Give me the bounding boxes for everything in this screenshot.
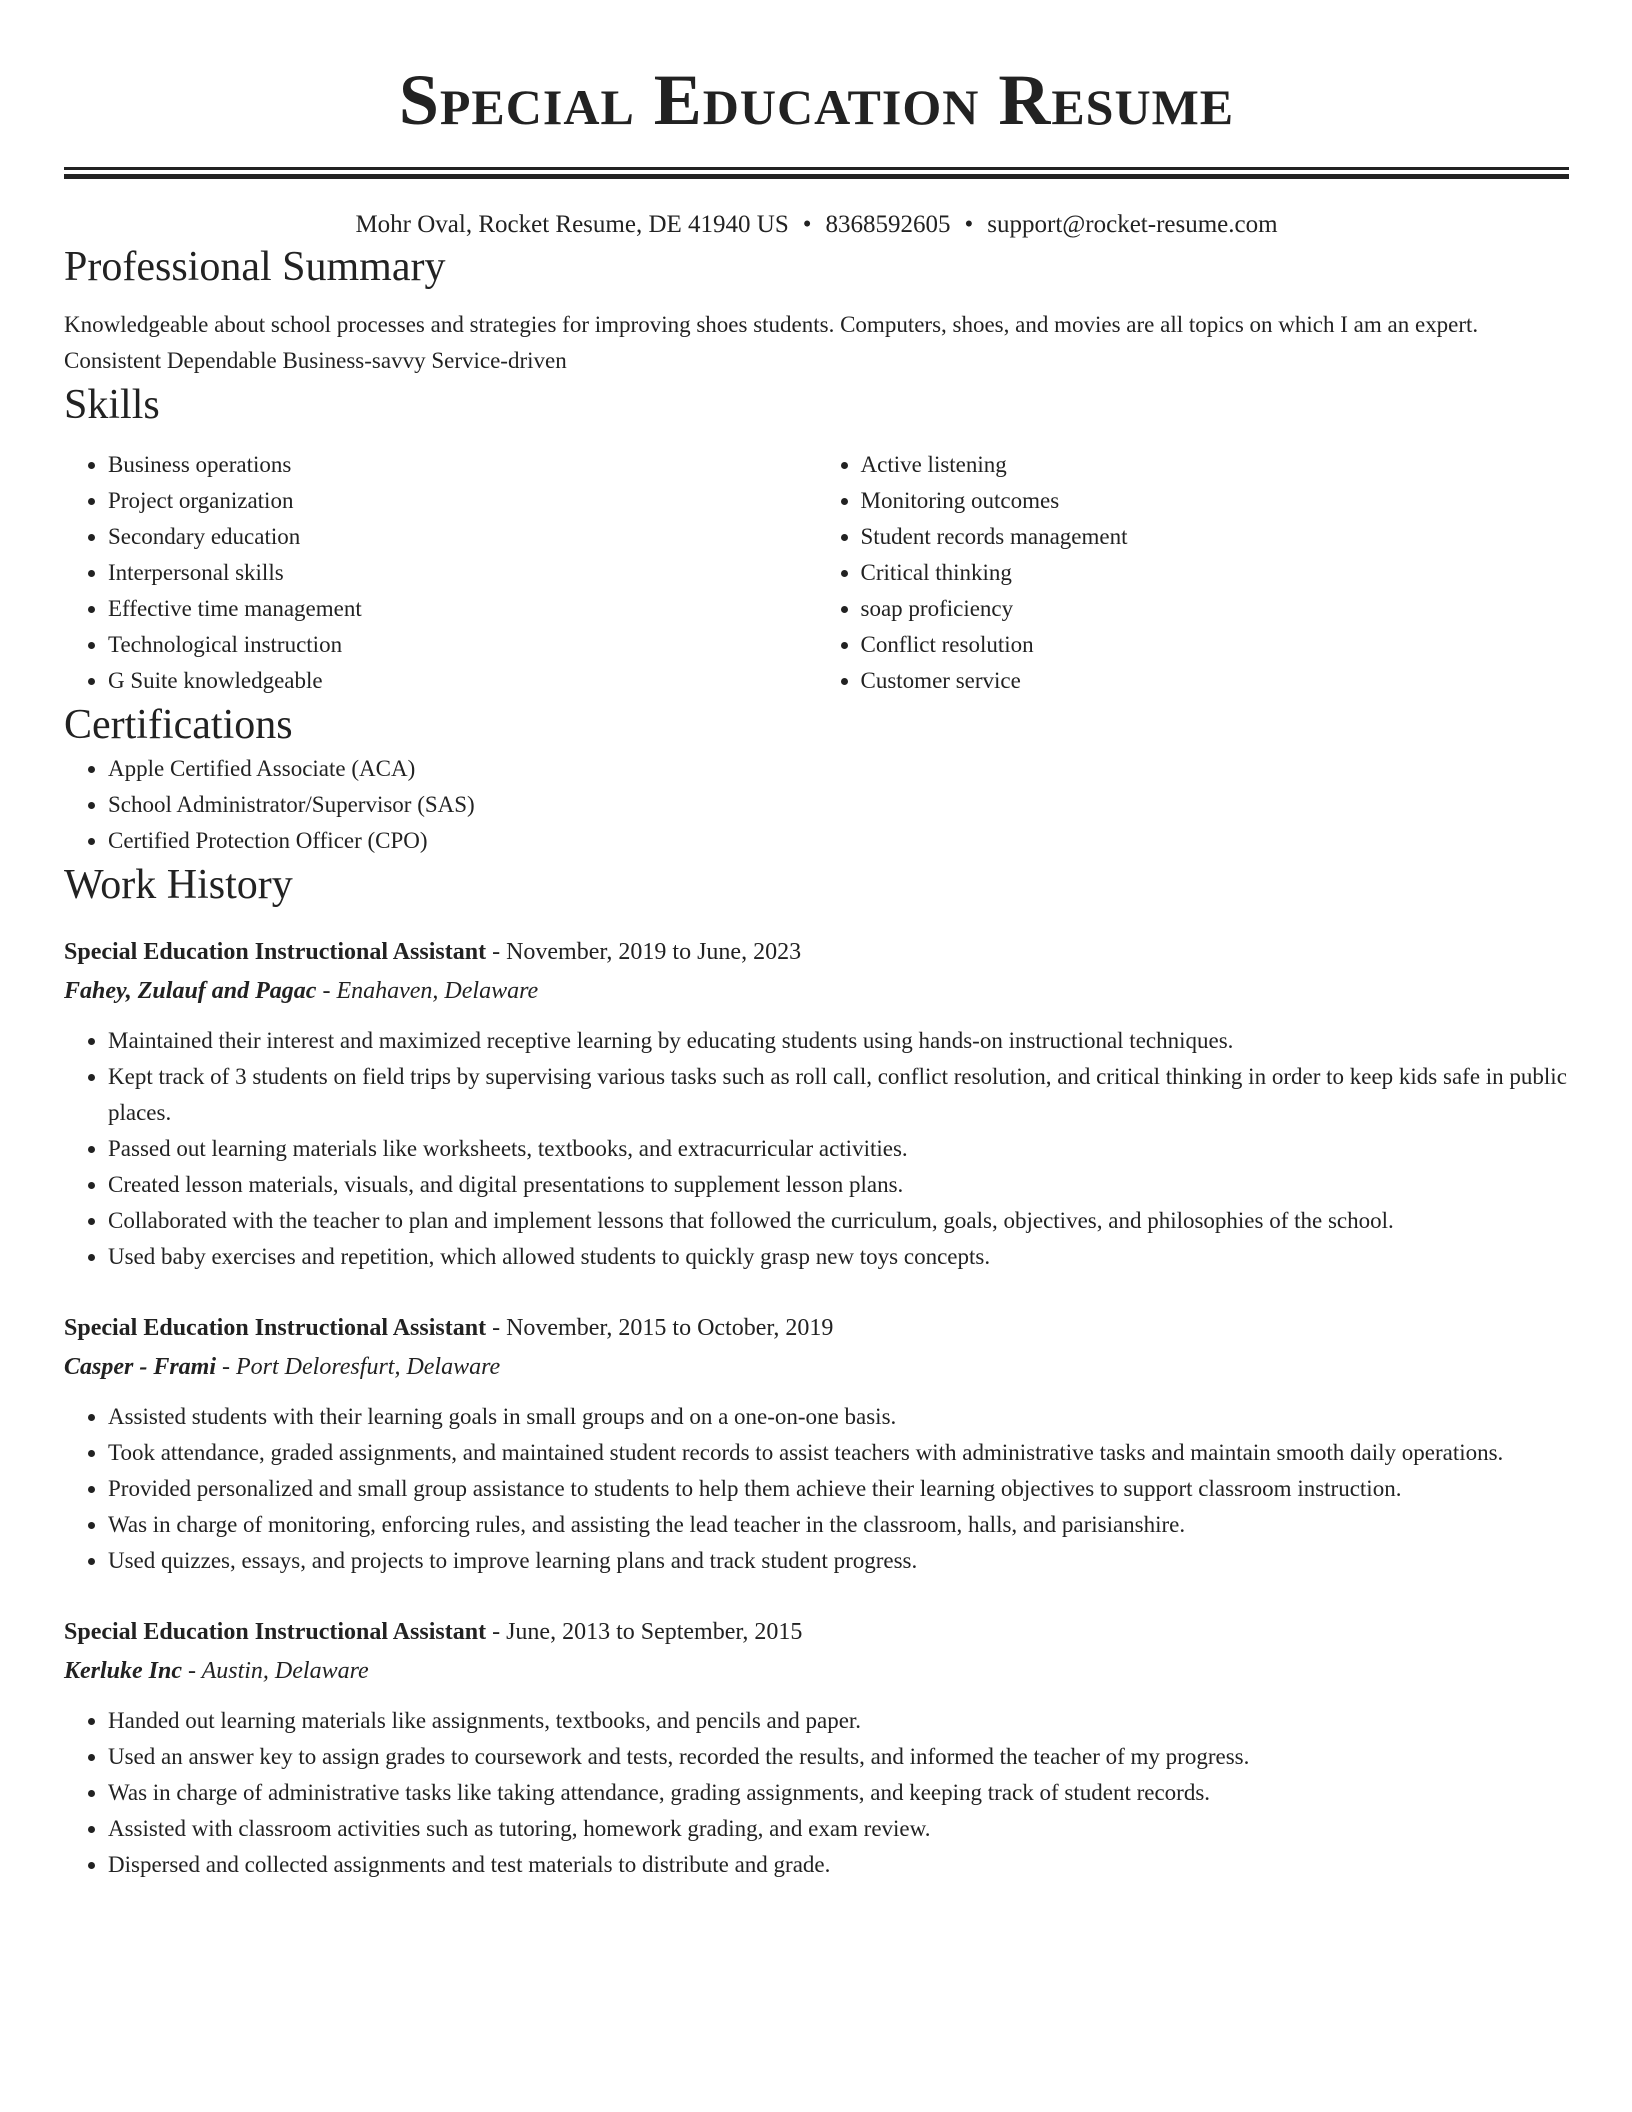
skill-item: • Monitoring outcomes (861, 483, 1570, 519)
certifications-list (64, 751, 1569, 859)
skill-item: • Interpersonal skills (108, 555, 817, 591)
job-duty: • Dispersed and collected assignments and test materials to distribute and grade. (108, 1847, 1569, 1883)
job-duty: • Took attendance, graded assignments, and maintained student records to assist teachers with administrative tasks and maintain smooth daily operations. (108, 1435, 1569, 1471)
skill-item: • Effective time management (108, 591, 817, 627)
job-duty: • Assisted with classroom activities such as tutoring, homework grading, and exam review. (108, 1811, 1569, 1847)
skills-columns (64, 447, 1569, 699)
job-duty: • Collaborated with the teacher to plan and implement lessons that followed the curriculum, goals, objectives, and philosophies of the school. (108, 1203, 1569, 1239)
job-duties (64, 1703, 1569, 1883)
job-duty: • Was in charge of administrative tasks like taking attendance, grading assignments, and keeping track of student records. (108, 1775, 1569, 1811)
job-duty: • Handed out learning materials like assignments, textbooks, and pencils and paper. (108, 1703, 1569, 1739)
job-entry (64, 1309, 1569, 1579)
job-employer (64, 1347, 1569, 1387)
job-duty: • Was in charge of monitoring, enforcing rules, and assisting the lead teacher in the classroom, halls, and parisianshire. (108, 1507, 1569, 1543)
contact-address: Mohr Oval, Rocket Resume, DE 41940 US (355, 211, 789, 238)
contact-line (64, 209, 1569, 241)
job-duty: • Provided personalized and small group assistance to students to help them achieve their learning objectives to support classroom instruction. (108, 1471, 1569, 1507)
job-duty: • Maintained their interest and maximized receptive learning by educating students using hands-on instructional techniques. (108, 1023, 1569, 1059)
job-employer (64, 1651, 1569, 1691)
job-title: Special Education Instructional Assistant (64, 1315, 487, 1341)
job-employer (64, 971, 1569, 1011)
job-company: Kerluke Inc (64, 1658, 183, 1684)
certification-item: • School Administrator/Supervisor (SAS) (108, 787, 1569, 823)
job-location: - Austin, Delaware (182, 1658, 369, 1684)
skill-item: • G Suite knowledgeable (108, 663, 817, 699)
certifications-heading: Certifications (64, 702, 293, 748)
skill-item: • Technological instruction (108, 627, 817, 663)
job-location: - Port Deloresfurt, Delaware (216, 1354, 501, 1380)
job-header (64, 1613, 1569, 1651)
contact-email: support@rocket-resume.com (987, 211, 1278, 238)
job-dates: - June, 2013 to September, 2015 (486, 1619, 803, 1645)
contact-phone: 8368592605 (825, 211, 951, 238)
certification-item: • Apple Certified Associate (ACA) (108, 751, 1569, 787)
resume-page (64, 0, 1569, 1883)
job-entry (64, 1613, 1569, 1883)
resume-title: Special Education Resume (398, 60, 1235, 140)
skill-item: • Active listening (861, 447, 1570, 483)
job-entry (64, 933, 1569, 1275)
job-duty: • Used baby exercises and repetition, which allowed students to quickly grasp new toys concepts. (108, 1239, 1569, 1275)
skill-item: • Student records management (861, 519, 1570, 555)
job-duties (64, 1399, 1569, 1579)
skill-item: • Customer service (861, 663, 1570, 699)
job-title: Special Education Instructional Assistant (64, 1619, 487, 1645)
job-duty: • Kept track of 3 students on field trips by supervising various tasks such as roll call, conflict resolution, and critical thinking in order to keep kids safe in public places. (108, 1059, 1569, 1131)
skill-item: • Business operations (108, 447, 817, 483)
skill-item: • soap proficiency (861, 591, 1570, 627)
title-divider (64, 167, 1569, 179)
job-duty: • Used an answer key to assign grades to coursework and tests, recorded the results, and informed the teacher of my progress. (108, 1739, 1569, 1775)
job-location: - Enahaven, Delaware (316, 978, 539, 1004)
skills-list-left (64, 447, 817, 699)
job-title: Special Education Instructional Assistant (64, 939, 487, 965)
job-header (64, 1309, 1569, 1347)
job-header (64, 933, 1569, 971)
skill-item: • Critical thinking (861, 555, 1570, 591)
skill-item: • Secondary education (108, 519, 817, 555)
job-company: Casper - Frami (64, 1354, 217, 1380)
job-duty: • Passed out learning materials like worksheets, textbooks, and extracurricular activities. (108, 1131, 1569, 1167)
job-company: Fahey, Zulauf and Pagac (64, 978, 317, 1004)
contact-separator: • (964, 211, 974, 238)
job-duty: • Created lesson materials, visuals, and digital presentations to supplement lesson plans. (108, 1167, 1569, 1203)
job-duty: • Used quizzes, essays, and projects to improve learning plans and track student progress. (108, 1543, 1569, 1579)
job-dates: - November, 2019 to June, 2023 (486, 939, 802, 965)
skill-item: • Conflict resolution (861, 627, 1570, 663)
skill-item: • Project organization (108, 483, 817, 519)
job-duty: • Assisted students with their learning goals in small groups and on a one-on-one basis. (108, 1399, 1569, 1435)
skills-list-right (817, 447, 1570, 699)
job-duties (64, 1023, 1569, 1275)
summary-heading: Professional Summary (64, 244, 446, 290)
skills-heading: Skills (64, 382, 160, 428)
certification-item: • Certified Protection Officer (CPO) (108, 823, 1569, 859)
summary-text: Knowledgeable about school processes and strategies for improving shoes students. Computers, shoes, and movies are all topics on which I am an expert. Consistent Dependable Business-savvy Service-driven (64, 312, 1479, 373)
contact-separator: • (802, 211, 812, 238)
work-history-heading: Work History (64, 862, 293, 908)
job-dates: - November, 2015 to October, 2019 (486, 1315, 834, 1341)
